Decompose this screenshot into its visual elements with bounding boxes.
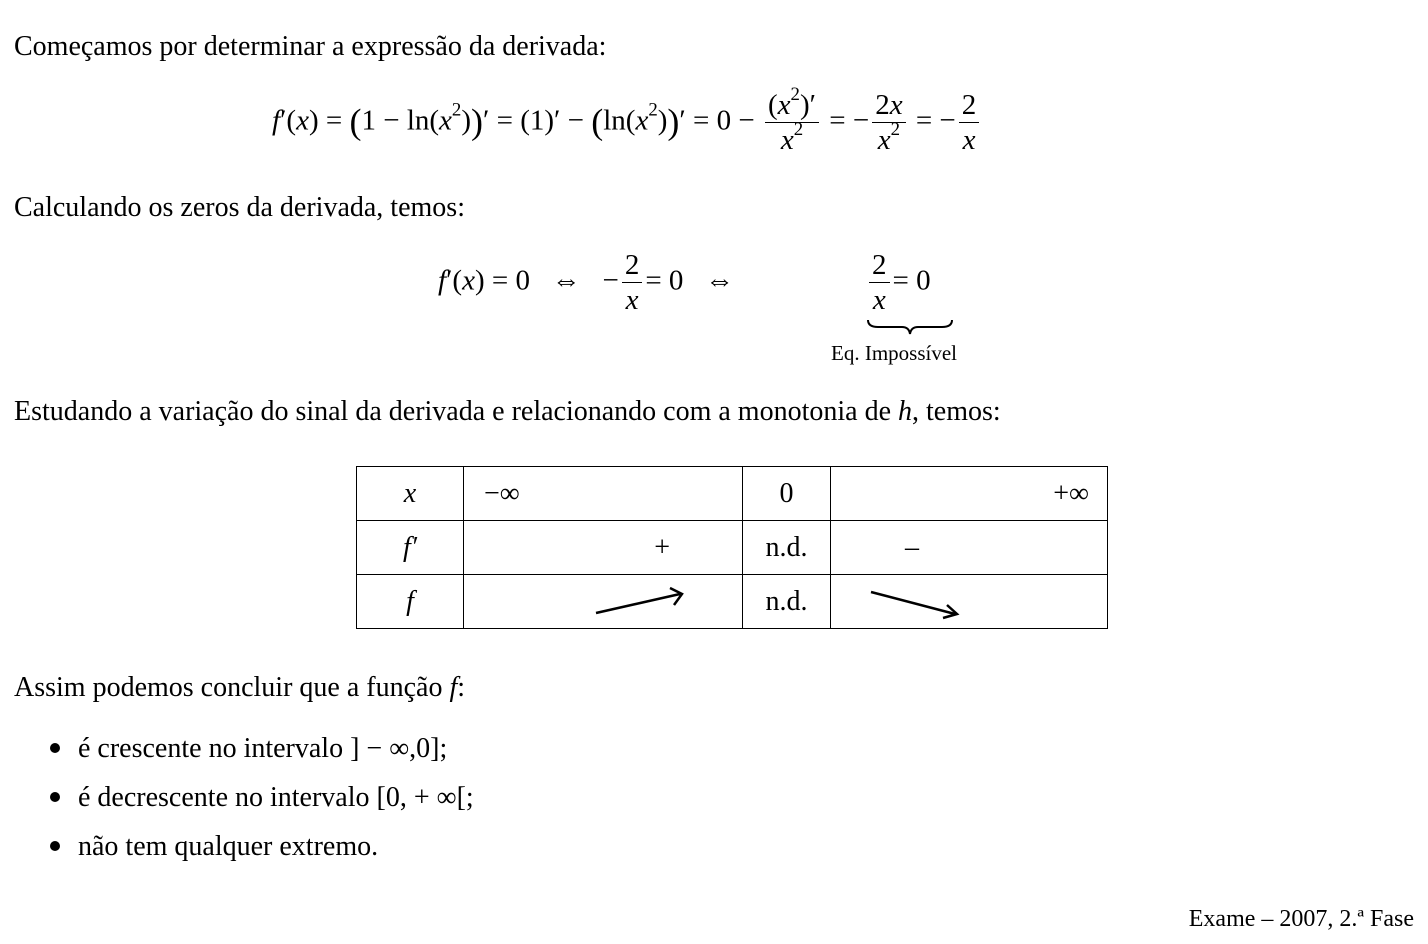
impossible-label: Eq. Impossível bbox=[831, 341, 957, 365]
study-text bbox=[14, 398, 1001, 426]
impossible-equation: $\frac{2}{x}$ = 0 bbox=[866, 250, 931, 316]
study-text-before: Estudando a variação do sinal da derivada e relacionando com a monotonia de bbox=[14, 396, 898, 427]
conclusion-text bbox=[14, 674, 465, 702]
bullet-text: não tem qualquer extremo. bbox=[78, 831, 379, 862]
list-item bbox=[50, 833, 378, 861]
intro-text: Começamos por determinar a expressão da derivada: bbox=[14, 31, 607, 62]
bullet-icon bbox=[50, 841, 60, 851]
study-var: h bbox=[898, 396, 912, 427]
bullet-icon bbox=[50, 792, 60, 802]
list-item bbox=[50, 784, 474, 812]
table-row-f bbox=[357, 575, 1108, 629]
f-increasing bbox=[464, 575, 743, 629]
fprime-label: f′ bbox=[357, 521, 464, 575]
study-text-after: , temos: bbox=[912, 396, 1001, 427]
conclusion-text-after: : bbox=[457, 672, 466, 703]
fprime-negative: – bbox=[831, 521, 1108, 575]
f-decreasing bbox=[831, 575, 1108, 629]
f-label: f bbox=[357, 575, 464, 629]
conclusion-var: f bbox=[449, 672, 458, 703]
plus-infinity: +∞ bbox=[831, 467, 1108, 521]
table-row-fprime bbox=[357, 521, 1108, 575]
bullet-text: é crescente no intervalo ] − ∞,0]; bbox=[78, 733, 448, 764]
list-item bbox=[50, 735, 447, 763]
fprime-nd: n.d. bbox=[743, 521, 831, 575]
decreasing-arrow-icon bbox=[831, 577, 1089, 627]
bullet-text: é decrescente no intervalo [0, + ∞[; bbox=[78, 782, 474, 813]
conclusion-text-before: Assim podemos concluir que a função bbox=[14, 672, 450, 703]
zero-cell: 0 bbox=[743, 467, 831, 521]
x-label: x bbox=[357, 467, 464, 521]
table-row-x bbox=[357, 467, 1108, 521]
bullet-icon bbox=[50, 743, 60, 753]
zeros-text: Calculando os zeros da derivada, temos: bbox=[14, 192, 465, 223]
minus-infinity: −∞ bbox=[464, 467, 743, 521]
variation-table bbox=[356, 466, 1108, 629]
zeros-equation: f′(x) = 0 ⇔ − $\frac{2}{x}$ = 0 ⇔ bbox=[438, 249, 735, 317]
source-footer: Exame – 2007, 2.ª Fase bbox=[1188, 906, 1414, 932]
increasing-arrow-icon bbox=[464, 577, 722, 627]
f-nd: n.d. bbox=[743, 575, 831, 629]
derivative-equation: $f'(x) = (1 - \ln(x^2))' = (1)' - (\ln(x^2))' = 0$ − $\frac{(x^2)'}{x^2}$ = − $\frac{2x}{x^2}$ = − $\frac{2}{x}$ bbox=[272, 90, 982, 156]
fprime-positive: + bbox=[464, 521, 743, 575]
underbrace bbox=[866, 318, 954, 336]
